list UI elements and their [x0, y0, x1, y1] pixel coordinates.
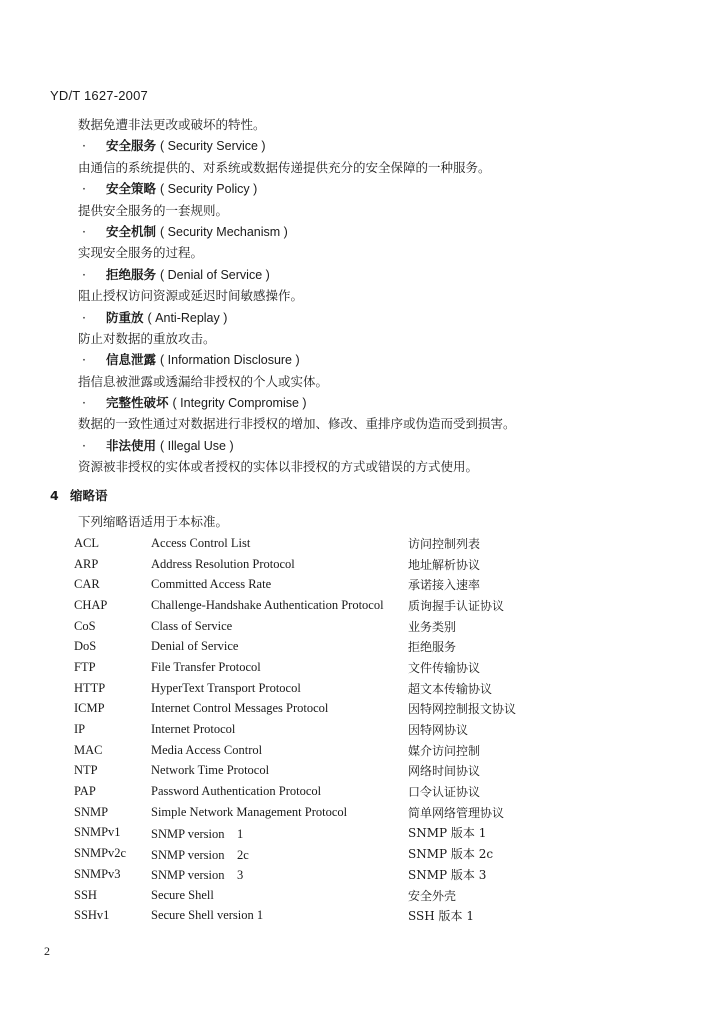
chinese-term-cell: 拒绝服务	[408, 640, 457, 655]
abbreviation-cell: NTP	[74, 763, 98, 778]
bullet-icon: ·	[82, 437, 86, 453]
definition-description: 由通信的系统提供的、对系统或数据传递提供充分的安全保障的一种服务。	[78, 159, 491, 175]
table-row	[74, 699, 558, 720]
term-zh: 拒绝服务	[106, 266, 157, 282]
abbreviation-cell: CAR	[74, 577, 100, 592]
bullet-icon: ·	[82, 138, 86, 154]
table-row	[74, 533, 558, 554]
chinese-term-cell: SNMP 版本 3	[408, 867, 487, 882]
abbreviation-cell: SSH	[74, 887, 97, 902]
abbreviation-cell: MAC	[74, 742, 103, 757]
chinese-term-cell: 地址解析协议	[408, 557, 481, 572]
english-term-cell: Secure Shell version 1	[151, 908, 264, 923]
term-zh: 安全服务	[106, 138, 157, 154]
definition-description: 指信息被泄露或透漏给非授权的个人或实体。	[78, 373, 329, 389]
abbreviation-cell: ACL	[74, 535, 99, 550]
table-row	[74, 823, 558, 844]
abbreviation-table	[74, 533, 558, 926]
term-en: ( Security Mechanism )	[160, 224, 288, 239]
term-en: ( Security Policy )	[160, 182, 258, 197]
term-en: ( Denial of Service )	[160, 267, 270, 282]
standard-id-header: YD/T 1627-2007	[50, 88, 148, 103]
table-row	[74, 843, 558, 864]
table-row	[74, 574, 558, 595]
page-number: 2	[44, 944, 50, 958]
table-row	[74, 636, 558, 657]
english-term-cell: Simple Network Management Protocol	[151, 804, 348, 819]
chinese-term-cell: 媒介访问控制	[408, 743, 481, 758]
section-number: 4	[50, 488, 59, 503]
definition-description: 资源被非授权的实体或者授权的实体以非授权的方式或错误的方式使用。	[78, 459, 479, 475]
bullet-icon: ·	[82, 309, 86, 325]
definition-description: 实现安全服务的过程。	[78, 245, 204, 261]
table-row	[74, 554, 558, 575]
table-row	[74, 905, 558, 926]
chinese-term-cell: 网络时间协议	[408, 764, 481, 779]
abbreviation-cell: IP	[74, 722, 86, 737]
english-term-cell: Committed Access Rate	[151, 577, 272, 592]
chinese-term-cell: 因特网控制报文协议	[408, 702, 517, 717]
chinese-term-cell: SNMP 版本 1	[408, 826, 487, 841]
english-term-cell: Class of Service	[151, 618, 233, 633]
abbreviation-cell: SSHv1	[74, 908, 110, 923]
abbreviation-cell: FTP	[74, 659, 96, 674]
definition-term	[78, 178, 668, 199]
term-zh: 安全策略	[106, 181, 157, 197]
definition-term	[78, 135, 668, 156]
english-term-cell: Internet Protocol	[151, 722, 236, 737]
abbreviation-cell: SNMP	[74, 804, 109, 819]
bullet-icon: ·	[82, 181, 86, 197]
term-zh: 信息泄露	[106, 352, 157, 368]
table-row	[74, 781, 558, 802]
table-row	[74, 885, 558, 906]
chinese-term-cell: SNMP 版本 2c	[408, 847, 494, 862]
bullet-icon: ·	[82, 223, 86, 239]
english-term-cell: Media Access Control	[151, 742, 263, 757]
definition-description: 防止对数据的重放攻击。	[78, 330, 216, 346]
abbreviation-cell: SNMPv3	[74, 866, 121, 881]
term-en: ( Illegal Use )	[160, 438, 234, 453]
chinese-term-cell: 简单网络管理协议	[408, 805, 505, 820]
table-row	[74, 740, 558, 761]
definition-term	[78, 307, 668, 328]
english-term-cell: SNMP version 1	[151, 826, 244, 841]
abbreviation-cell: ICMP	[74, 701, 105, 716]
bullet-icon: ·	[82, 352, 86, 368]
chinese-term-cell: 业务类别	[408, 619, 457, 634]
bullet-icon: ·	[82, 395, 86, 411]
english-term-cell: Network Time Protocol	[151, 763, 270, 778]
chinese-term-cell: SSH 版本 1	[408, 909, 474, 924]
term-en: ( Information Disclosure )	[160, 353, 300, 368]
english-term-cell: File Transfer Protocol	[151, 659, 261, 674]
english-term-cell: HyperText Transport Protocol	[151, 680, 301, 695]
abbreviation-cell: ARP	[74, 556, 99, 571]
section-intro: 下列缩略语适用于本标准。	[78, 514, 229, 529]
lead-line: 数据免遭非法更改或破坏的特性。	[78, 117, 266, 132]
chinese-term-cell: 安全外壳	[408, 888, 457, 903]
table-row	[74, 864, 558, 885]
definition-term	[78, 221, 668, 242]
abbreviation-cell: CoS	[74, 618, 96, 633]
chinese-term-cell: 口令认证协议	[408, 785, 481, 800]
chinese-term-cell: 超文本传输协议	[408, 681, 493, 696]
abbreviation-cell: HTTP	[74, 680, 106, 695]
term-en: ( Integrity Compromise )	[172, 396, 307, 411]
definition-term	[78, 435, 668, 456]
english-term-cell: Denial of Service	[151, 639, 239, 654]
bullet-icon: ·	[82, 266, 86, 282]
chinese-term-cell: 因特网协议	[408, 723, 469, 738]
table-row	[74, 616, 558, 637]
english-term-cell: Password Authentication Protocol	[151, 784, 322, 799]
section-title: 缩略语	[70, 488, 108, 503]
definition-description: 提供安全服务的一套规则。	[78, 202, 229, 218]
abbreviation-cell: SNMPv1	[74, 825, 121, 840]
english-term-cell: Internet Control Messages Protocol	[151, 701, 329, 716]
chinese-term-cell: 访问控制列表	[408, 536, 481, 551]
abbreviation-cell: CHAP	[74, 597, 108, 612]
table-row	[74, 802, 558, 823]
term-zh: 安全机制	[106, 223, 157, 239]
definitions-block	[78, 114, 668, 478]
table-row	[74, 678, 558, 699]
section-heading	[50, 486, 108, 504]
table-row	[74, 595, 558, 616]
definition-term	[78, 392, 668, 413]
definition-term	[78, 264, 668, 285]
definition-list	[78, 135, 668, 477]
table-row	[74, 657, 558, 678]
abbreviation-cell: SNMPv2c	[74, 846, 127, 861]
term-en: ( Anti-Replay )	[147, 310, 228, 325]
definition-description: 数据的一致性通过对数据进行非授权的增加、修改、重排序或伪造而受到损害。	[78, 416, 516, 432]
table-row	[74, 719, 558, 740]
term-zh: 非法使用	[106, 437, 157, 453]
term-en: ( Security Service )	[160, 139, 266, 154]
abbreviation-cell: PAP	[74, 784, 96, 799]
term-zh: 防重放	[106, 309, 144, 325]
chinese-term-cell: 承诺接入速率	[408, 578, 481, 593]
english-term-cell: Secure Shell	[151, 887, 214, 902]
english-term-cell: SNMP version 3	[151, 868, 244, 883]
chinese-term-cell: 质询握手认证协议	[408, 598, 505, 613]
english-term-cell: Access Control List	[151, 535, 251, 550]
english-term-cell: SNMP version 2c	[151, 847, 249, 862]
abbreviation-cell: DoS	[74, 639, 97, 654]
table-row	[74, 761, 558, 782]
english-term-cell: Challenge-Handshake Authentication Protocol	[151, 597, 384, 612]
english-term-cell: Address Resolution Protocol	[151, 556, 295, 571]
definition-description: 阻止授权访问资源或延迟时间敏感操作。	[78, 288, 304, 304]
definition-term	[78, 349, 668, 370]
term-zh: 完整性破坏	[106, 395, 169, 411]
chinese-term-cell: 文件传输协议	[408, 660, 481, 675]
